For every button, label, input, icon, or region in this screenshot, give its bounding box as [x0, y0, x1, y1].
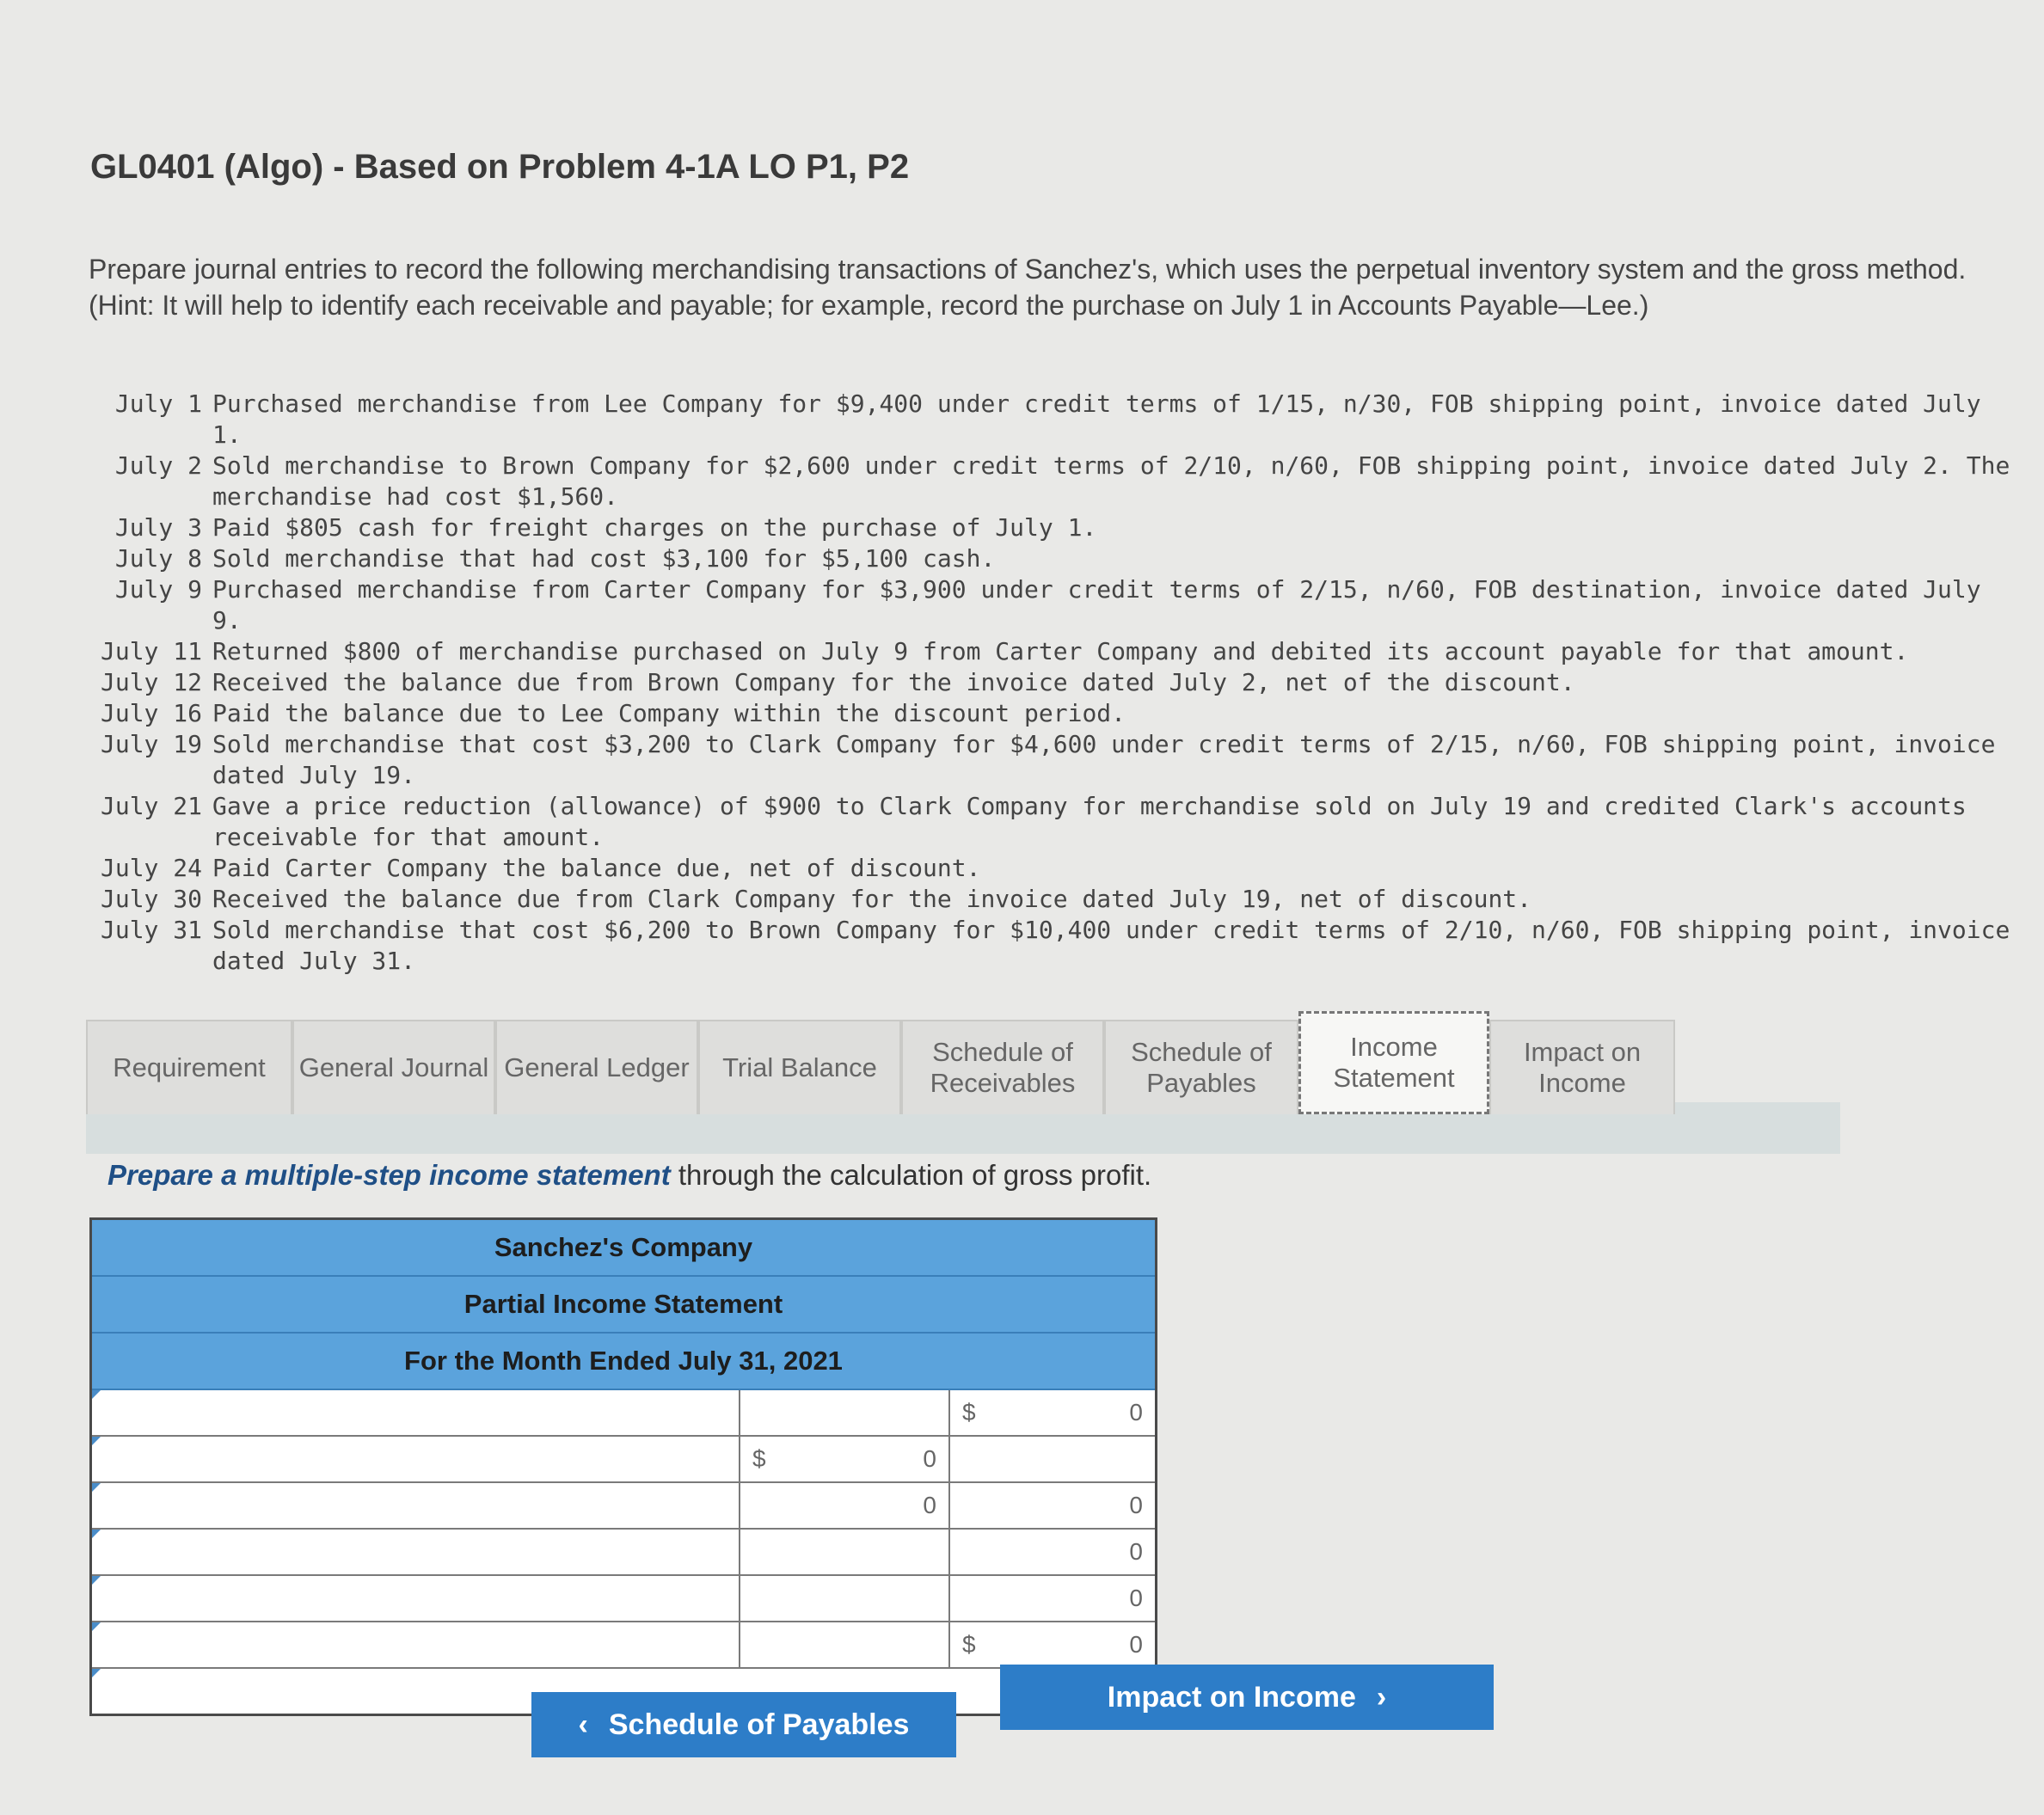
transaction-date: July 3	[114, 513, 202, 542]
total-input[interactable]	[950, 1576, 1155, 1621]
next-tab-label: Impact on Income	[1107, 1680, 1356, 1714]
transaction-date: July 1	[114, 389, 202, 418]
transaction-date: July 30	[100, 885, 202, 913]
tab-bar	[86, 1011, 1840, 1114]
table-row	[92, 1530, 1155, 1576]
tab-general-journal[interactable]: General Journal	[292, 1020, 495, 1114]
instruction-emphasis: Prepare a multiple-step income statement	[107, 1159, 671, 1191]
income-statement-table	[89, 1217, 1157, 1716]
total-value: 0	[1129, 1492, 1143, 1518]
chevron-right-icon: ›	[1376, 1680, 1387, 1714]
transaction-date: July 16	[100, 699, 202, 727]
table-row	[92, 1390, 1155, 1437]
chevron-left-icon: ‹	[578, 1708, 588, 1741]
transaction-list	[86, 389, 2012, 977]
account-select[interactable]	[92, 1622, 740, 1667]
amount-input[interactable]	[740, 1390, 950, 1435]
transaction-desc: Sold merchandise that cost $6,200 to Brown Company for $10,400 under credit terms of 2/10, n/60, FOB shipping point, invoice dated July 31.	[212, 916, 2010, 975]
transaction-desc: Purchased merchandise from Lee Company for $9,400 under credit terms of 1/15, n/30, FOB shipping point, invoice dated July 1.	[212, 389, 1981, 449]
transaction-desc: Gave a price reduction (allowance) of $900 to Clark Company for merchandise sold on July 19 and credited Clark's accounts receivable for that amount.	[212, 792, 1967, 851]
total-value: 0	[1129, 1399, 1143, 1426]
total-input[interactable]	[950, 1390, 1155, 1435]
statement-title: Partial Income Statement	[92, 1277, 1155, 1334]
instructions-text: Prepare journal entries to record the following merchandising transactions of Sanchez's, which uses the perpetual inventory system and the gross method. (Hint: It will help to identify each receivable and payable; for example, record the purchase on July 1 in Accounts Payable—Lee.)	[89, 254, 1967, 321]
tab-income-statement[interactable]: Income Statement	[1298, 1011, 1489, 1114]
transaction-item	[86, 853, 2012, 884]
transaction-item	[86, 698, 2012, 729]
amount-value: 0	[923, 1492, 936, 1518]
currency-symbol: $	[962, 1399, 976, 1426]
statement-company-name: Sanchez's Company	[92, 1220, 1155, 1277]
transaction-item	[86, 915, 2012, 977]
amount-input[interactable]	[740, 1576, 950, 1621]
account-select[interactable]	[92, 1437, 740, 1481]
amount-input[interactable]	[740, 1622, 950, 1667]
transaction-date: July 2	[114, 451, 202, 480]
total-input[interactable]	[950, 1530, 1155, 1574]
transaction-date: July 21	[100, 792, 202, 820]
tab-impact-on-income[interactable]: Impact on Income	[1489, 1020, 1675, 1114]
currency-symbol: $	[962, 1631, 976, 1658]
amount-input[interactable]	[740, 1530, 950, 1574]
page-title: GL0401 (Algo) - Based on Problem 4-1A LO P1, P2	[90, 148, 910, 186]
transaction-item	[86, 512, 2012, 543]
statement-period: For the Month Ended July 31, 2021	[92, 1334, 1155, 1390]
transaction-desc: Received the balance due from Clark Company for the invoice dated July 19, net of discount.	[212, 885, 1532, 913]
transaction-item	[86, 389, 2012, 451]
transaction-item	[86, 791, 2012, 853]
transaction-desc: Received the balance due from Brown Company for the invoice dated July 2, net of the discount.	[212, 668, 1575, 696]
table-row	[92, 1622, 1155, 1669]
transaction-item	[86, 451, 2012, 512]
table-row	[92, 1483, 1155, 1530]
transaction-item	[86, 543, 2012, 574]
instruction-text	[107, 1159, 1151, 1192]
transaction-date: July 8	[114, 544, 202, 573]
table-row	[92, 1576, 1155, 1622]
transaction-desc: Returned $800 of merchandise purchased on July 9 from Carter Company and debited its account payable for that amount.	[212, 637, 1909, 665]
prev-tab-button[interactable]	[531, 1692, 956, 1757]
next-tab-button[interactable]	[1000, 1665, 1494, 1730]
transaction-date: July 12	[100, 668, 202, 696]
transaction-date: July 9	[114, 575, 202, 604]
transaction-date: July 31	[100, 916, 202, 944]
account-select[interactable]	[92, 1530, 740, 1574]
total-input[interactable]	[950, 1483, 1155, 1528]
transaction-item	[86, 729, 2012, 791]
prev-tab-label: Schedule of Payables	[608, 1708, 910, 1741]
total-value: 0	[1129, 1538, 1143, 1565]
transaction-desc: Sold merchandise that cost $3,200 to Clark Company for $4,600 under credit terms of 2/15, n/60, FOB shipping point, invoice dated July 19.	[212, 730, 1996, 789]
tab-trial-balance[interactable]: Trial Balance	[698, 1020, 901, 1114]
transaction-date: July 11	[100, 637, 202, 665]
instruction-rest: through the calculation of gross profit.	[670, 1159, 1152, 1191]
currency-symbol: $	[752, 1445, 766, 1472]
transaction-desc: Sold merchandise that had cost $3,100 for $5,100 cash.	[212, 544, 996, 573]
table-row	[92, 1437, 1155, 1483]
transaction-item	[86, 884, 2012, 915]
amount-value: 0	[923, 1445, 936, 1472]
total-input[interactable]	[950, 1437, 1155, 1481]
transaction-desc: Paid the balance due to Lee Company within the discount period.	[212, 699, 1126, 727]
transaction-desc: Paid Carter Company the balance due, net of discount.	[212, 854, 981, 882]
total-input[interactable]	[950, 1622, 1155, 1667]
transaction-date: July 19	[100, 730, 202, 758]
transaction-desc: Sold merchandise to Brown Company for $2,600 under credit terms of 2/10, n/60, FOB shipping point, invoice dated July 2. The merchandise had cost $1,560.	[212, 451, 2010, 511]
tab-requirement[interactable]: Requirement	[86, 1020, 292, 1114]
account-select[interactable]	[92, 1483, 740, 1528]
transaction-desc: Paid $805 cash for freight charges on the purchase of July 1.	[212, 513, 1097, 542]
account-select[interactable]	[92, 1390, 740, 1435]
account-select[interactable]	[92, 1576, 740, 1621]
transaction-desc: Purchased merchandise from Carter Company for $3,900 under credit terms of 2/15, n/60, FOB destination, invoice dated July 9.	[212, 575, 1981, 635]
transaction-item	[86, 636, 2012, 667]
amount-input[interactable]	[740, 1437, 950, 1481]
total-value: 0	[1129, 1631, 1143, 1658]
tab-schedule-of-receivables[interactable]: Schedule of Receivables	[901, 1020, 1104, 1114]
tab-schedule-of-payables[interactable]: Schedule of Payables	[1104, 1020, 1298, 1114]
total-value: 0	[1129, 1585, 1143, 1611]
tab-general-ledger[interactable]: General Ledger	[495, 1020, 698, 1114]
transaction-item	[86, 574, 2012, 636]
amount-input[interactable]	[740, 1483, 950, 1528]
transaction-date: July 24	[100, 854, 202, 882]
transaction-item	[86, 667, 2012, 698]
